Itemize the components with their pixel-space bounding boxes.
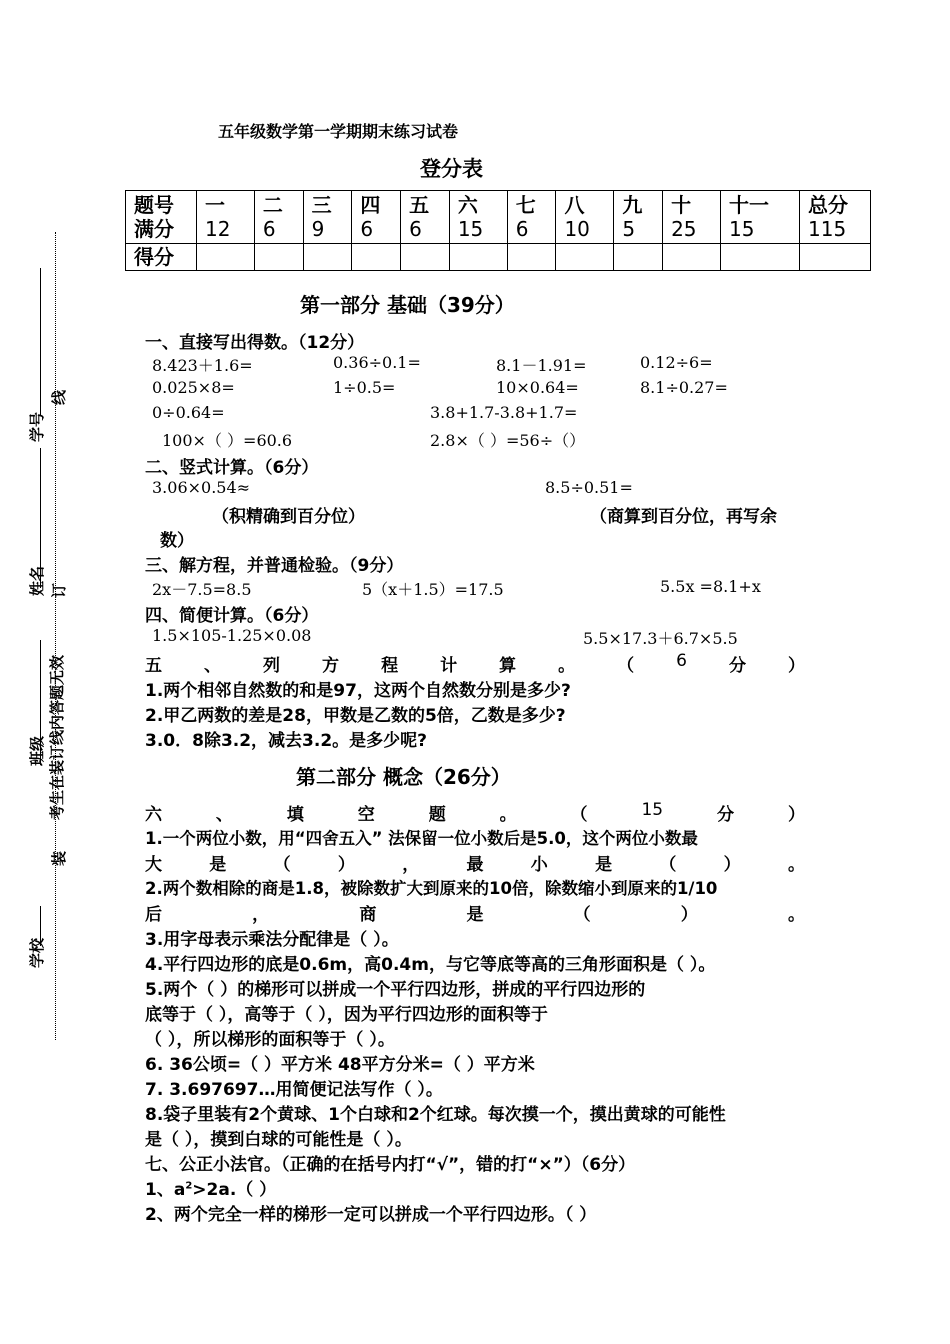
side-label-xuehao: 学号 (28, 411, 46, 442)
score-col-10: 十 25 (663, 191, 721, 244)
score-col-9: 九 5 (614, 191, 663, 244)
s4-q1: 1.5×105-1.25×0.08 (152, 626, 312, 645)
s7-q1: 1、$a^2>2a$.（ ） (145, 1180, 277, 1200)
s2-q2: 8.5÷0.51= (545, 478, 633, 497)
s1-q9: 0÷0.64= (152, 403, 225, 422)
score-col-2: 二 6 (254, 191, 303, 244)
section6-title: 六 、 填 空 题 。 （ 15 分 ） (145, 800, 805, 825)
score-input-10[interactable] (663, 244, 721, 271)
score-row-label: 得分 (126, 244, 197, 271)
s2-note2: （商算到百分位，再写余 (590, 507, 777, 527)
s6-q2b: 后 ， 商 是 （ ） 。 (145, 905, 805, 925)
exam-title: 五年级数学第一学期期末练习试卷 (218, 122, 459, 141)
s6-q1a: 1.一个两位小数，用“四舍五入” 法保留一位小数后是5.0，这个两位小数最 (145, 829, 698, 848)
score-col-4: 四 6 (352, 191, 401, 244)
score-input-5[interactable] (401, 244, 450, 271)
s6-q5a: 5.两个（ ）的梯形可以拼成一个平行四边形，拼成的平行四边形的 (145, 980, 646, 1000)
score-input-1[interactable] (197, 244, 255, 271)
s2-note1: （积精确到百分位） (212, 507, 365, 527)
s6-q2a: 2.两个数相除的商是1.8，被除数扩大到原来的10倍，除数缩小到原来的1/10 (145, 879, 718, 898)
section2-title: 二、竖式计算。（6分） (145, 458, 319, 478)
s3-q1: 2x－7.5=8.5 (152, 580, 252, 599)
score-col-5: 五 6 (401, 191, 450, 244)
s6-q5b: 底等于（ ），高等于（ ），因为平行四边形的面积等于 (145, 1005, 548, 1025)
s1-q2: 0.36÷0.1= (333, 353, 421, 372)
s5-q2: 2.甲乙两数的差是28，甲数是乙数的5倍，乙数是多少? (145, 706, 566, 726)
s1-q4: 0.12÷6= (640, 353, 713, 372)
side-label-xian: 线 (50, 389, 68, 405)
score-col-1: 一 12 (197, 191, 255, 244)
score-col-6: 六 15 (449, 191, 507, 244)
side-label-xingming: 姓名 (28, 565, 46, 596)
side-label-banji: 班级 (28, 735, 46, 766)
s4-q2: 5.5×17.3＋6.7×5.5 (583, 629, 738, 648)
s6-q7: 7. 3.697697…用简便记法写作（ ）。 (145, 1080, 443, 1100)
score-input-3[interactable] (303, 244, 352, 271)
xuehao-underline (40, 268, 41, 416)
side-label-ding: 订 (50, 582, 68, 598)
s5-q3: 3.0．8除3.2，减去3.2。是多少呢? (145, 731, 428, 751)
score-input-11[interactable] (721, 244, 800, 271)
s5-q1: 1.两个相邻自然数的和是97，这两个自然数分别是多少? (145, 681, 571, 701)
score-col-3: 三 9 (303, 191, 352, 244)
s1-q10: 3.8+1.7-3.8+1.7= (430, 403, 578, 422)
score-input-4[interactable] (352, 244, 401, 271)
score-input-total[interactable] (800, 244, 871, 271)
score-table-header-cell: 题号 满分 (126, 191, 197, 244)
s6-q6: 6. 36公顷=（ ）平方米 48平方分米=（ ）平方米 (145, 1055, 535, 1075)
s7-q2: 2、两个完全一样的梯形一定可以拼成一个平行四边形。（ ） (145, 1205, 597, 1225)
section7-title: 七、公正小法官。（正确的在括号内打“√”，错的打“×”）（6分） (145, 1155, 636, 1175)
s1-q8: 8.1÷0.27= (640, 378, 728, 397)
s6-q5c: （ ），所以梯形的面积等于（ ）。 (145, 1030, 395, 1050)
s6-q4: 4.平行四边形的底是0.6m，高0.4m，与它等底等高的三角形面积是（ ）。 (145, 955, 716, 975)
score-table-title: 登分表 (420, 157, 483, 181)
score-col-8: 八 10 (556, 191, 614, 244)
s6-q8a: 8.袋子里装有2个黄球、1个白球和2个红球。每次摸一个，摸出黄球的可能性 (145, 1105, 726, 1125)
s1-q11: 100×（ ）=60.6 (162, 431, 293, 450)
section3-title: 三、解方程，并普通检验。（9分） (145, 556, 404, 576)
score-col-total: 总分 115 (800, 191, 871, 244)
s1-q3: 8.1－1.91= (496, 356, 587, 375)
section4-title: 四、简便计算。（6分） (145, 606, 319, 626)
section1-title: 一、直接写出得数。（12分） (145, 333, 365, 353)
s6-q1b: 大 是 （ ） ， 最 小 是 （ ） 。 (145, 855, 805, 875)
binding-dotted-line (55, 232, 56, 1040)
score-input-8[interactable] (556, 244, 614, 271)
side-notice: 考生在装订线内答题无效 (48, 654, 66, 820)
s2-note2-cont: 数） (160, 531, 194, 551)
part2-title: 第二部分 概念（26分） (296, 765, 511, 789)
s6-q3: 3.用字母表示乘法分配律是（ ）。 (145, 930, 399, 950)
score-col-11: 十一 15 (721, 191, 800, 244)
s6-q8b: 是（ ），摸到白球的可能性是（ ）。 (145, 1130, 412, 1150)
s3-q2: 5（x＋1.5）=17.5 (362, 580, 504, 599)
side-label-zhuang: 装 (50, 850, 68, 866)
s1-q6: 1÷0.5= (333, 378, 396, 397)
s1-q7: 10×0.64= (496, 378, 579, 397)
score-col-7: 七 6 (507, 191, 556, 244)
score-input-2[interactable] (254, 244, 303, 271)
section5-title: 五 、 列 方 程 计 算 。 （ 6 分 ） (145, 651, 805, 676)
s1-q5: 0.025×8= (152, 378, 235, 397)
s3-q3: 5.5x =8.1+x (660, 577, 761, 596)
s1-q1: 8.423＋1.6= (152, 356, 253, 375)
s2-q1: 3.06×0.54≈ (152, 478, 251, 497)
side-label-xuexiao: 学校 (28, 937, 46, 968)
score-input-9[interactable] (614, 244, 663, 271)
score-input-6[interactable] (449, 244, 507, 271)
score-table (125, 190, 871, 271)
s1-q12: 2.8×（ ）=56÷（） (430, 431, 586, 450)
part1-title: 第一部分 基础（39分） (300, 293, 515, 317)
score-input-7[interactable] (507, 244, 556, 271)
